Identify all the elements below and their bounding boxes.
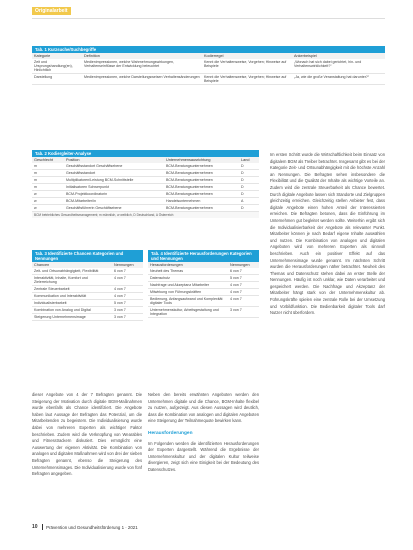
table-row [32,293,143,300]
paragraph: Neben den bereits erwähnten Angeboten werden den Unternehmen digitale und die Chance, BGM-Inhalte flexibel zu nutzen, aufgezeigt. Aus diesen Aussagen wird deutlich, dass die Kombination von analogen und digitalen Angeboten eine Steigerung der Teilnahmequote bewirken kann. [148,392,259,424]
table-cell: Zentrale Steuerbarkeit [34,287,70,291]
table-row [32,300,143,307]
table-cell: BCM-Beratungsunternehmen [166,178,213,182]
table-cell: Medienimpressionen, welche Darstellungsweisen Verhaltensänderungen [84,75,200,79]
table-cell: BCM-Beratungsunternehmen [166,206,213,210]
table-1-col-example: Ankerbeispiel [294,54,317,58]
table-row [148,282,259,289]
right-column-text: Im ersten Schritt wurde die Wirtschaftlichkeit beim Einsatz von digitalem BGM als Treiber betrachtet. Insgesamt gibt es bei der Kategorie Zeit- und Ortsunabhängigkeit mit die höchste Anzahl an Nennungen. Die Befragten sehen insbesondere die Flexibilität und die Qualität der Inhalte als wichtige Vorteile an. Zudem wird die zentrale Steuerbarkeit als Chance bewertet. Durch digitale Angebote lassen sich Standorte und Zielgruppen gleichzeitig erreichen. Gleichzeitig stellen Anbieter fest, dass digitale Angebote einen hohen Anteil der Interessierten erreichen. Die Befragten betonen, dass die Einführung im Unternehmen gut begleitet werden sollte. Weiterhin ergibt sich die Individualisierbarkeit der Angebote als relevanter Punkt. Mitarbeiter können je nach Bedarf eigene Inhalte auswählen und nutzen. Die Kombination von analogen und digitalen Angeboten wird von mehreren Experten als sinnvoll beschrieben. Auch ein positiver Effekt auf das Unternehmensimage wurde genannt. Im nächsten Schritt wurden die Herausforderungen näher betrachtet. Neuheit des Themas und Datenschutz stehen dabei an erster Stelle der Nennungen. Häufig ist noch unklar, wie Daten verarbeitet und gespeichert werden. Die Nachfrage und Akzeptanz der Mitarbeiter hängt stark von der Unternehmenskultur ab. Führungskräfte spielen eine zentrale Rolle bei der Umsetzung und Vorbildfunktion. Die Bedienbarkeit digitaler Tools darf Nutzer nicht überfordern. [270,152,385,316]
table-cell: m [34,185,37,189]
table-cell: 6 von 7 [230,269,242,273]
table-3-body [32,268,143,321]
table-cell: D [241,185,244,189]
table-3-col-chance: Chancen [34,263,50,267]
footer-divider [42,524,43,530]
table-row [32,177,259,184]
table-row [148,307,259,318]
table-2-body [32,163,259,212]
table-cell: „Wonach hat sich dabei gerichtet, hin- und Verhaltenswirklichkeit?“ [294,60,362,68]
table-cell: 3 von 7 [230,308,242,312]
table-1 [32,46,385,85]
table-cell: D [241,206,244,210]
table-cell: Geschäftsführerin Geschäftsebene [66,206,122,210]
table-cell: 6 von 7 [114,269,126,273]
table-cell: Nachfrage und Akzeptanz Mitarbeiter [150,283,210,287]
bottom-left-text: dieser Angebote von 4 der 7 Befragten genannt. Die Steigerung der Motivation durch digitale BGM-Maßnahmen wurde ebenfalls als Chance identifiziert. Die Angebote haben laut Aussage der Befragten das Potenzial, um die Mitarbeitenden zu begeistern. Die Individualisierung wurde dabei von mehreren Experten als wichtiger Faktor beschrieben. Zudem wird die Verknüpfung von Wearables und Fitnesstrackern diskutiert. Dies ermöglicht eine Auswertung der eigenen Aktivität. Die Kombination von analogen und digitalen Maßnahmen wird von drei der sieben Befragten genannt, ebenso die Steigerung des Unternehmensimages. Die Individualisierung wurde von fünf Befragten angegeben. [32,392,142,477]
table-cell: 4 von 7 [230,283,242,287]
header-divider [32,18,385,19]
table-cell: BCM-Beratungsunternehmen [166,164,213,168]
table-cell: 4 von 7 [114,287,126,291]
table-cell: D [241,171,244,175]
journal-name: Prävention und Gesundheitsförderung 1 · 2021 [46,524,138,530]
section-heading: Herausforderungen [148,430,193,436]
table-cell: 5 von 7 [230,276,242,280]
paragraph: Im Folgenden werden die identifizierten Herausforderungen der Experten dargestellt. Während die Ergebnisse der Unternehmenskultur und der digitalen Kultur teilweise divergieren, zeigt sich eine Einigkeit bei der Bedeutung des Datenschutzes. [148,440,259,472]
table-cell: m [34,171,37,175]
table-cell: Geschäftsstandort Geschäftsebene [66,164,123,168]
table-cell: D [241,164,244,168]
table-cell: w [34,199,37,203]
table-cell: D [241,178,244,182]
table-row [32,184,259,191]
table-cell: m [34,178,37,182]
table-cell: 5 von 7 [114,301,126,305]
table-1-col-definition: Definition [84,54,100,58]
table-row [148,268,259,275]
table-cell: BCM-Beratungsunternehmen [166,185,213,189]
table-cell: D [241,192,244,196]
table-1-col-category: Kategorie [34,54,51,58]
table-row [148,275,259,282]
table-cell: A [241,199,244,203]
table-row [32,191,259,198]
table-cell: BCM-Beratungsunternehmen [166,192,213,196]
table-4-col-challenge: Herausforderungen [150,263,183,267]
table-row [32,275,143,286]
table-2-col-gender: Geschlecht [34,158,53,162]
table-row [148,289,259,296]
page-number: 10 [32,524,38,530]
table-row [148,296,259,307]
table-cell: Initialisatoren Schwerpunkt [66,185,109,189]
table-cell: BCM-Projektkoordinatorin [66,192,108,196]
table-cell: Bedienung, Anfangsaufwand und Komplexität digitaler Tools [150,297,223,305]
table-2-col-position: Position [66,158,80,162]
table-row [32,314,143,321]
table-3-title: Tab. 3 Identifizierte Chancen Kategorien und Nennungen [32,250,143,262]
table-3 [32,250,143,321]
table-4-title: Tab. 4 Identifizierte Herausforderungen Kategorien und Nennungen [148,250,259,262]
table-2-col-company: Unternehmensausrichtung [166,158,211,162]
table-cell: BCM-Mitarbeiter/in [66,199,96,203]
table-cell: Neuheit des Themas [150,269,184,273]
table-2-col-country: Land [241,158,250,162]
table-3-col-count: Nennungen [114,263,134,267]
table-row [32,170,259,177]
table-cell: 4 von 7 [114,294,126,298]
table-2-footnote: BCM betriebliches Gesundheitsmanagement; m männlich, w weiblich, D Deutschland, A Österreich [32,212,259,218]
page-footer [32,524,138,530]
table-cell: Kennt die Verhaltensweise, Vorgehen; Hinweise auf Beispiele [204,60,287,68]
table-4-body [148,268,259,318]
table-cell: Interaktivität, Inhalte, Komfort und Zielerreichung [34,276,88,284]
table-cell: Multiplikatoren/Leistung BCM-Schnittstelle [66,178,134,182]
table-row [32,268,143,275]
table-cell: m [34,164,37,168]
table-cell: Kennt die Verhaltensweise, Vorgehen; Hinweise auf Beispiele [204,75,287,83]
table-cell: Steigerung Unternehmensimage [34,315,86,319]
table-2 [32,150,259,218]
table-cell: 3 von 7 [114,315,126,319]
table-1-col-rule: Kodierregel [204,54,224,58]
table-cell: Kommunikation und Interaktivität [34,294,87,298]
table-cell: w [34,192,37,196]
section-label: Originalarbeit [32,7,71,15]
table-cell: 4 von 7 [230,290,242,294]
table-cell: Zeit und Ursprungshandlung(en), Hinlichtlich [34,60,73,72]
table-cell: 3 von 7 [114,308,126,312]
table-cell: Individualisierbarkeit [34,301,67,305]
table-cell: 4 von 7 [114,276,126,280]
table-cell: BCM-Beratungsunternehmen [166,171,213,175]
table-cell: Unternehmenskultur, Arbeitsgestaltung und Integration [150,308,219,316]
table-cell: Mitwirkung von Führungskräften [150,290,202,294]
table-row [32,307,143,314]
table-cell: 4 von 7 [230,297,242,301]
table-row [32,286,143,293]
table-1-title: Tab. 1 Kurzsuche/Suchbegriffe [32,46,385,53]
table-row [32,59,385,74]
table-cell: w [34,206,37,210]
table-cell: Handelsunternehmen [166,199,201,203]
table-4-col-count: Nennungen [230,263,250,267]
table-4 [148,250,259,318]
table-row [32,74,385,85]
table-row [32,205,259,212]
table-cell: „Ja, wie die große Veranstaltung hat darunter?“ [294,75,370,79]
table-cell: Medienimpressionen, welche Wahrnehmungswirkungen, Verhaltenseinflüsse der Entwicklung beleuchtet [84,60,174,68]
table-row [32,163,259,170]
table-row [32,198,259,205]
table-2-title: Tab. 2 Kodiergleiter-Analyse [32,150,259,157]
table-cell: Zeit- und Ortsunabhängigkeit, Flexibilität [34,269,99,273]
bottom-middle-column [148,392,259,474]
table-cell: Darstellung [34,75,53,79]
table-cell: Kombination von Analog und Digital [34,308,91,312]
table-cell: Geschäftsstandort [66,171,96,175]
table-cell: Datenschutz [150,276,170,280]
